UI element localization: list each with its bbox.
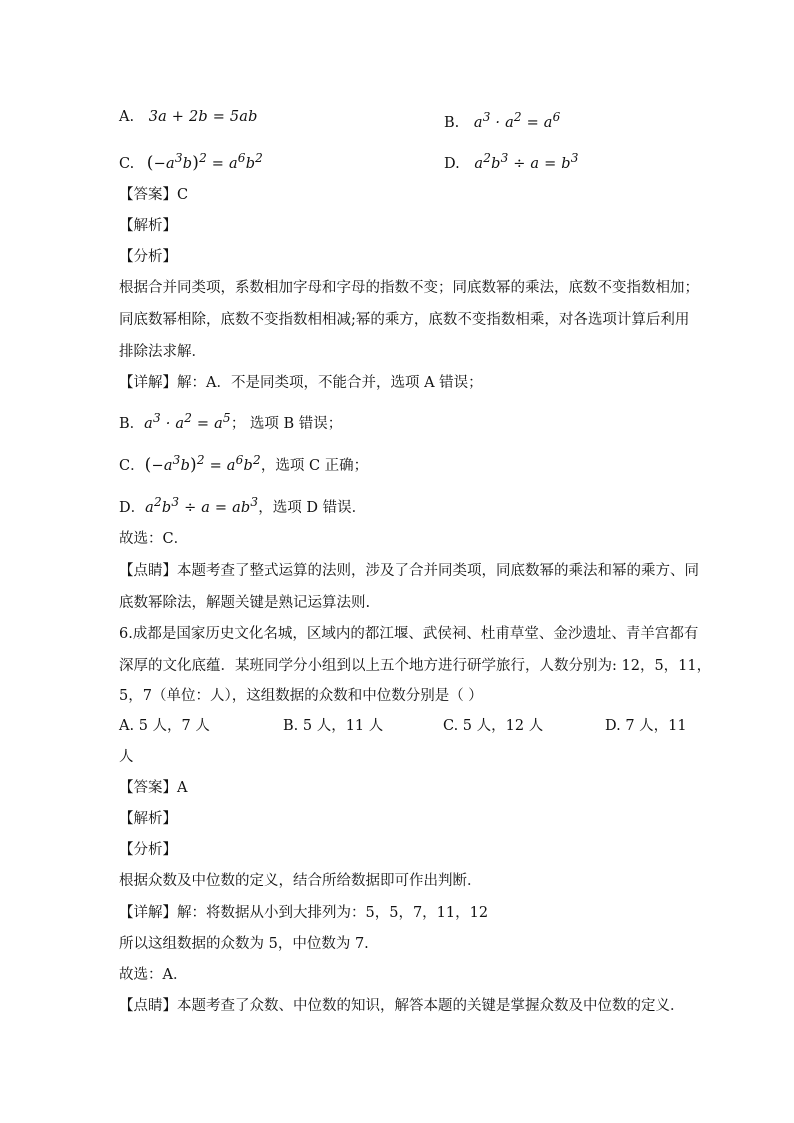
q6-option-c: C. 5 人，12 人 [443, 718, 544, 734]
q6-detail-1: 【详解】解：将数据从小到大排列为：5，5，7，11，12 [119, 905, 489, 921]
q5-option-c-label: C. [119, 155, 135, 172]
q5-option-d [444, 148, 579, 174]
q6-option-a: A. 5 人，7 人 [119, 718, 210, 734]
q5-detail-b-suffix: ； 选项 B 错误； [230, 415, 343, 432]
q5-answer: 【答案】C [119, 187, 189, 203]
q5-option-c [119, 148, 263, 174]
q5-detail-c [119, 450, 368, 476]
q5-option-d-expression: $a^2b^3 \div a = b^3$ [474, 151, 579, 172]
q5-analysis-line: 根据合并同类项，系数相加字母和字母的指数不变；同底数幂的乘法，底数不变指数相加； [119, 280, 699, 296]
q5-detail-c-suffix: ，选项 C 正确； [260, 457, 369, 474]
q6-dianjing: 【点睛】本题考查了众数、中位数的知识，解答本题的关键是掌握众数及中位数的定义． [119, 998, 685, 1014]
q6-fenxi-heading: 【分析】 [119, 842, 177, 858]
q5-option-d-label: D. [444, 155, 460, 172]
q5-detail-b-prefix: B． [119, 415, 145, 432]
q5-option-a-expression: 3a + 2b = 5ab [148, 109, 258, 125]
q5-option-b [444, 107, 561, 133]
q5-dianjing-line: 【点睛】本题考查了整式运算的法则，涉及了合并同类项，同底数幂的乘法和幂的乘方、同 [119, 563, 699, 579]
q5-jiexi-heading: 【解析】 [119, 218, 177, 234]
q6-option-d-wrap: 人 [119, 749, 134, 765]
q5-fenxi-heading: 【分析】 [119, 249, 177, 265]
q5-detail-d [119, 492, 366, 518]
q5-detail-d-prefix: D． [119, 499, 146, 516]
q6-question-line: 深厚的文化底蕴．某班同学分小组到以上五个地方进行研学旅行，人数分别为: 12，5，11， [119, 658, 712, 674]
q5-detail-d-suffix: ，选项 D 错误． [258, 499, 367, 516]
q5-analysis-line: 排除法求解． [119, 344, 206, 360]
q6-question-line: 5，7（单位：人），这组数据的众数和中位数分别是（ ） [119, 688, 483, 704]
q6-detail-2: 所以这组数据的众数为 5，中位数为 7. [119, 936, 369, 952]
q5-detail-b [119, 408, 342, 434]
q5-analysis-line: 同底数幂相除，底数不变指数相相减;幂的乘方，底数不变指数相乘，对各选项计算后利用 [119, 312, 690, 328]
q6-answer: 【答案】A [119, 780, 188, 796]
q5-detail-c-expression: $(-a^3b)^2 = a^6b^2$ [144, 453, 261, 475]
q6-option-b: B. 5 人，11 人 [283, 718, 384, 734]
q6-option-d: D. 7 人，11 [605, 718, 687, 734]
q5-dianjing-line: 底数幂除法，解题关键是熟记运算法则. [119, 595, 371, 611]
q5-detail-b-expression: $a^3 \cdot a^2 = a^5$ [144, 411, 231, 432]
q6-question-line: 6.成都是国家历史文化名城，区域内的都江堰、武侯祠、杜甫草堂、金沙遗址、青羊宫都有 [119, 626, 699, 642]
q5-detail-d-expression: $a^2b^3 \div a = ab^3$ [145, 495, 259, 516]
q5-option-a [119, 107, 258, 127]
q5-option-b-label: B. [444, 114, 460, 131]
q5-option-b-expression: $a^3 \cdot a^2 = a^6$ [473, 110, 561, 131]
q5-choose: 故选：C． [119, 531, 189, 547]
q6-jiexi-heading: 【解析】 [119, 811, 177, 827]
q5-detail-c-prefix: C． [119, 457, 145, 474]
q5-option-a-label: A. [119, 109, 135, 125]
q5-detail-a: 【详解】解：A．不是同类项，不能合并，选项 A 错误； [119, 375, 483, 391]
q5-option-c-expression: $(-a^3b)^2 = a^6b^2$ [146, 151, 264, 173]
q6-choose: 故选：A． [119, 967, 188, 983]
q6-analysis: 根据众数及中位数的定义，结合所给数据即可作出判断． [119, 873, 482, 889]
